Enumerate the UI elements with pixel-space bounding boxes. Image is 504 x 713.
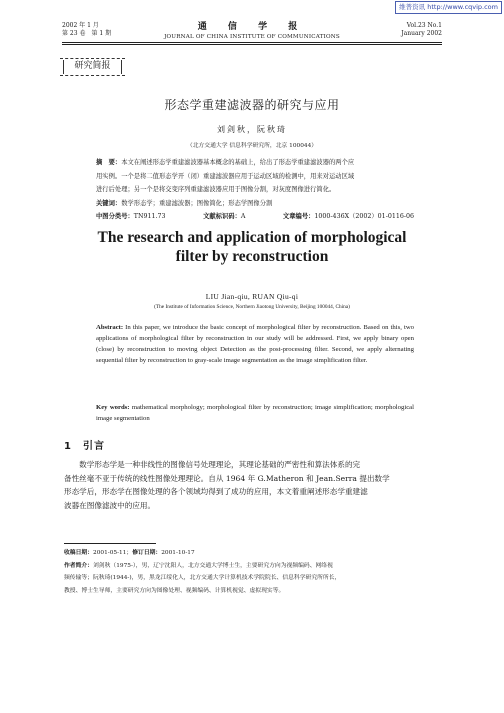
footnote-bio: 频传输等；阮秋琦(1944-)，男，黑龙江绥化人，北方交通大学计算机技术学院院长、信息科学研究所所长，: [64, 575, 341, 581]
header-volume-cn: 第 23 卷 第 1 期: [62, 30, 112, 37]
header-rule-top: [62, 42, 442, 43]
paragraph-line: 备性丝毫不亚于传统的线性图像处理理论。自从 1964 年 G.Matheron 和 Jean.Serra 提出数学: [64, 473, 390, 483]
affiliation-cn: （北方交通大学 信息科学研究所，北京 100044）: [186, 143, 318, 149]
abstract-cn-label: 摘 要：: [96, 159, 122, 166]
journal-name-cn: 通 信 学 报: [197, 22, 307, 32]
header-month-en: January 2002: [401, 30, 442, 37]
abstract-cn-line: 用实例。一个是将二值形态学开（闭）重建滤波器应用于运动区域的检测中，用来对运动区域: [96, 172, 355, 180]
paragraph-line: 数学形态学是一种非线性的图像信号处理理论，其理论基础的严密性和算法体系的完: [64, 460, 361, 469]
footnote-bio: 作者简介：刘剑秋（1975-），男，辽宁沈阳人，北方交通大学博士生，主要研究方向为视频编码、网络视: [64, 562, 333, 569]
paragraph-line: 波器在图像滤波中的应用。: [64, 500, 156, 510]
keywords-cn-label: 关键词：: [96, 199, 122, 207]
authors-cn: 刘剑秋，阮秋琦: [217, 125, 287, 134]
abstract-en: Abstract: In this paper, we introduce the basic concept of morphological filter by reconstruction. Based on this, two applications of morphological filter by reconstruction in our study will be addressed. First, we apply binary open (close) by reconstruction to moving object Detection as the post-processing filter. Second, we apply alternating sequential filter by reconstruction to gray-scale image segmentation as the image simplification filter.: [96, 324, 414, 364]
classification-line: 中图分类号：TN911.73 文献标识码：A 文章编号：1000-436X（2002）01-0116-06: [96, 213, 414, 220]
header-rule-bottom: [62, 44, 442, 45]
footnote-rule: [64, 543, 156, 544]
authors-en: LIU Jian-qiu, RUAN Qiu-qi: [205, 292, 299, 301]
keywords-en: Key words: mathematical morphology; morphological filter by reconstruction; image simplification; morphological image segmentation: [96, 404, 414, 422]
title-cn: 形态学重建滤波器的研究与应用: [164, 98, 340, 112]
journal-name-en: JOURNAL OF CHINA INSTITUTE OF COMMUNICATIONS: [164, 34, 340, 40]
source-stamp[interactable]: 维普资讯 http://www.cqvip.com: [395, 1, 502, 14]
footnote: [64, 547, 440, 597]
footnote-dates: 收稿日期：2001-05-11；修订日期：2001-10-17: [64, 550, 195, 556]
title-en: The research and application of morphological filter by reconstruction: [97, 229, 407, 265]
abstract-cn-line: 进行后处理；另一个是将交变序列重建滤波器应用于图像分割，对灰度图像进行简化。: [96, 186, 336, 193]
paragraph-line: 形态学后，形态学在图像处理的各个领域均得到了成功的应用，本文着重阐述形态学重建滤: [64, 487, 368, 496]
abstract-cn: [96, 156, 414, 224]
section-heading: 1 引言: [64, 441, 105, 452]
introduction-body: [64, 458, 440, 512]
journal-header: [62, 22, 442, 44]
section-label-box: [60, 58, 125, 76]
section-label: 研究简报: [63, 60, 122, 74]
header-date: 2002 年 1 月: [62, 22, 99, 29]
affiliation-en: (The Institute of Information Science, Northern Jiaotong University, Beijing 100044, China): [154, 304, 350, 310]
abstract-cn-line: 摘 要：本文在阐述形态学重建滤波器基本概念的基础上，给出了形态学重建滤波器的两个应: [96, 159, 355, 166]
keywords-cn: 关键词：数学形态学；重建滤波器；图像简化；形态学图像分割: [96, 199, 273, 207]
header-volume-en: Vol.23 No.1: [406, 22, 442, 29]
keywords-en-label: Key words:: [96, 404, 130, 411]
abstract-en-label: Abstract:: [96, 324, 124, 331]
footnote-bio: 教授、博士生导师，主要研究方向为图像处理、视频编码、计算机视觉、虚拟现实等。: [64, 587, 285, 594]
